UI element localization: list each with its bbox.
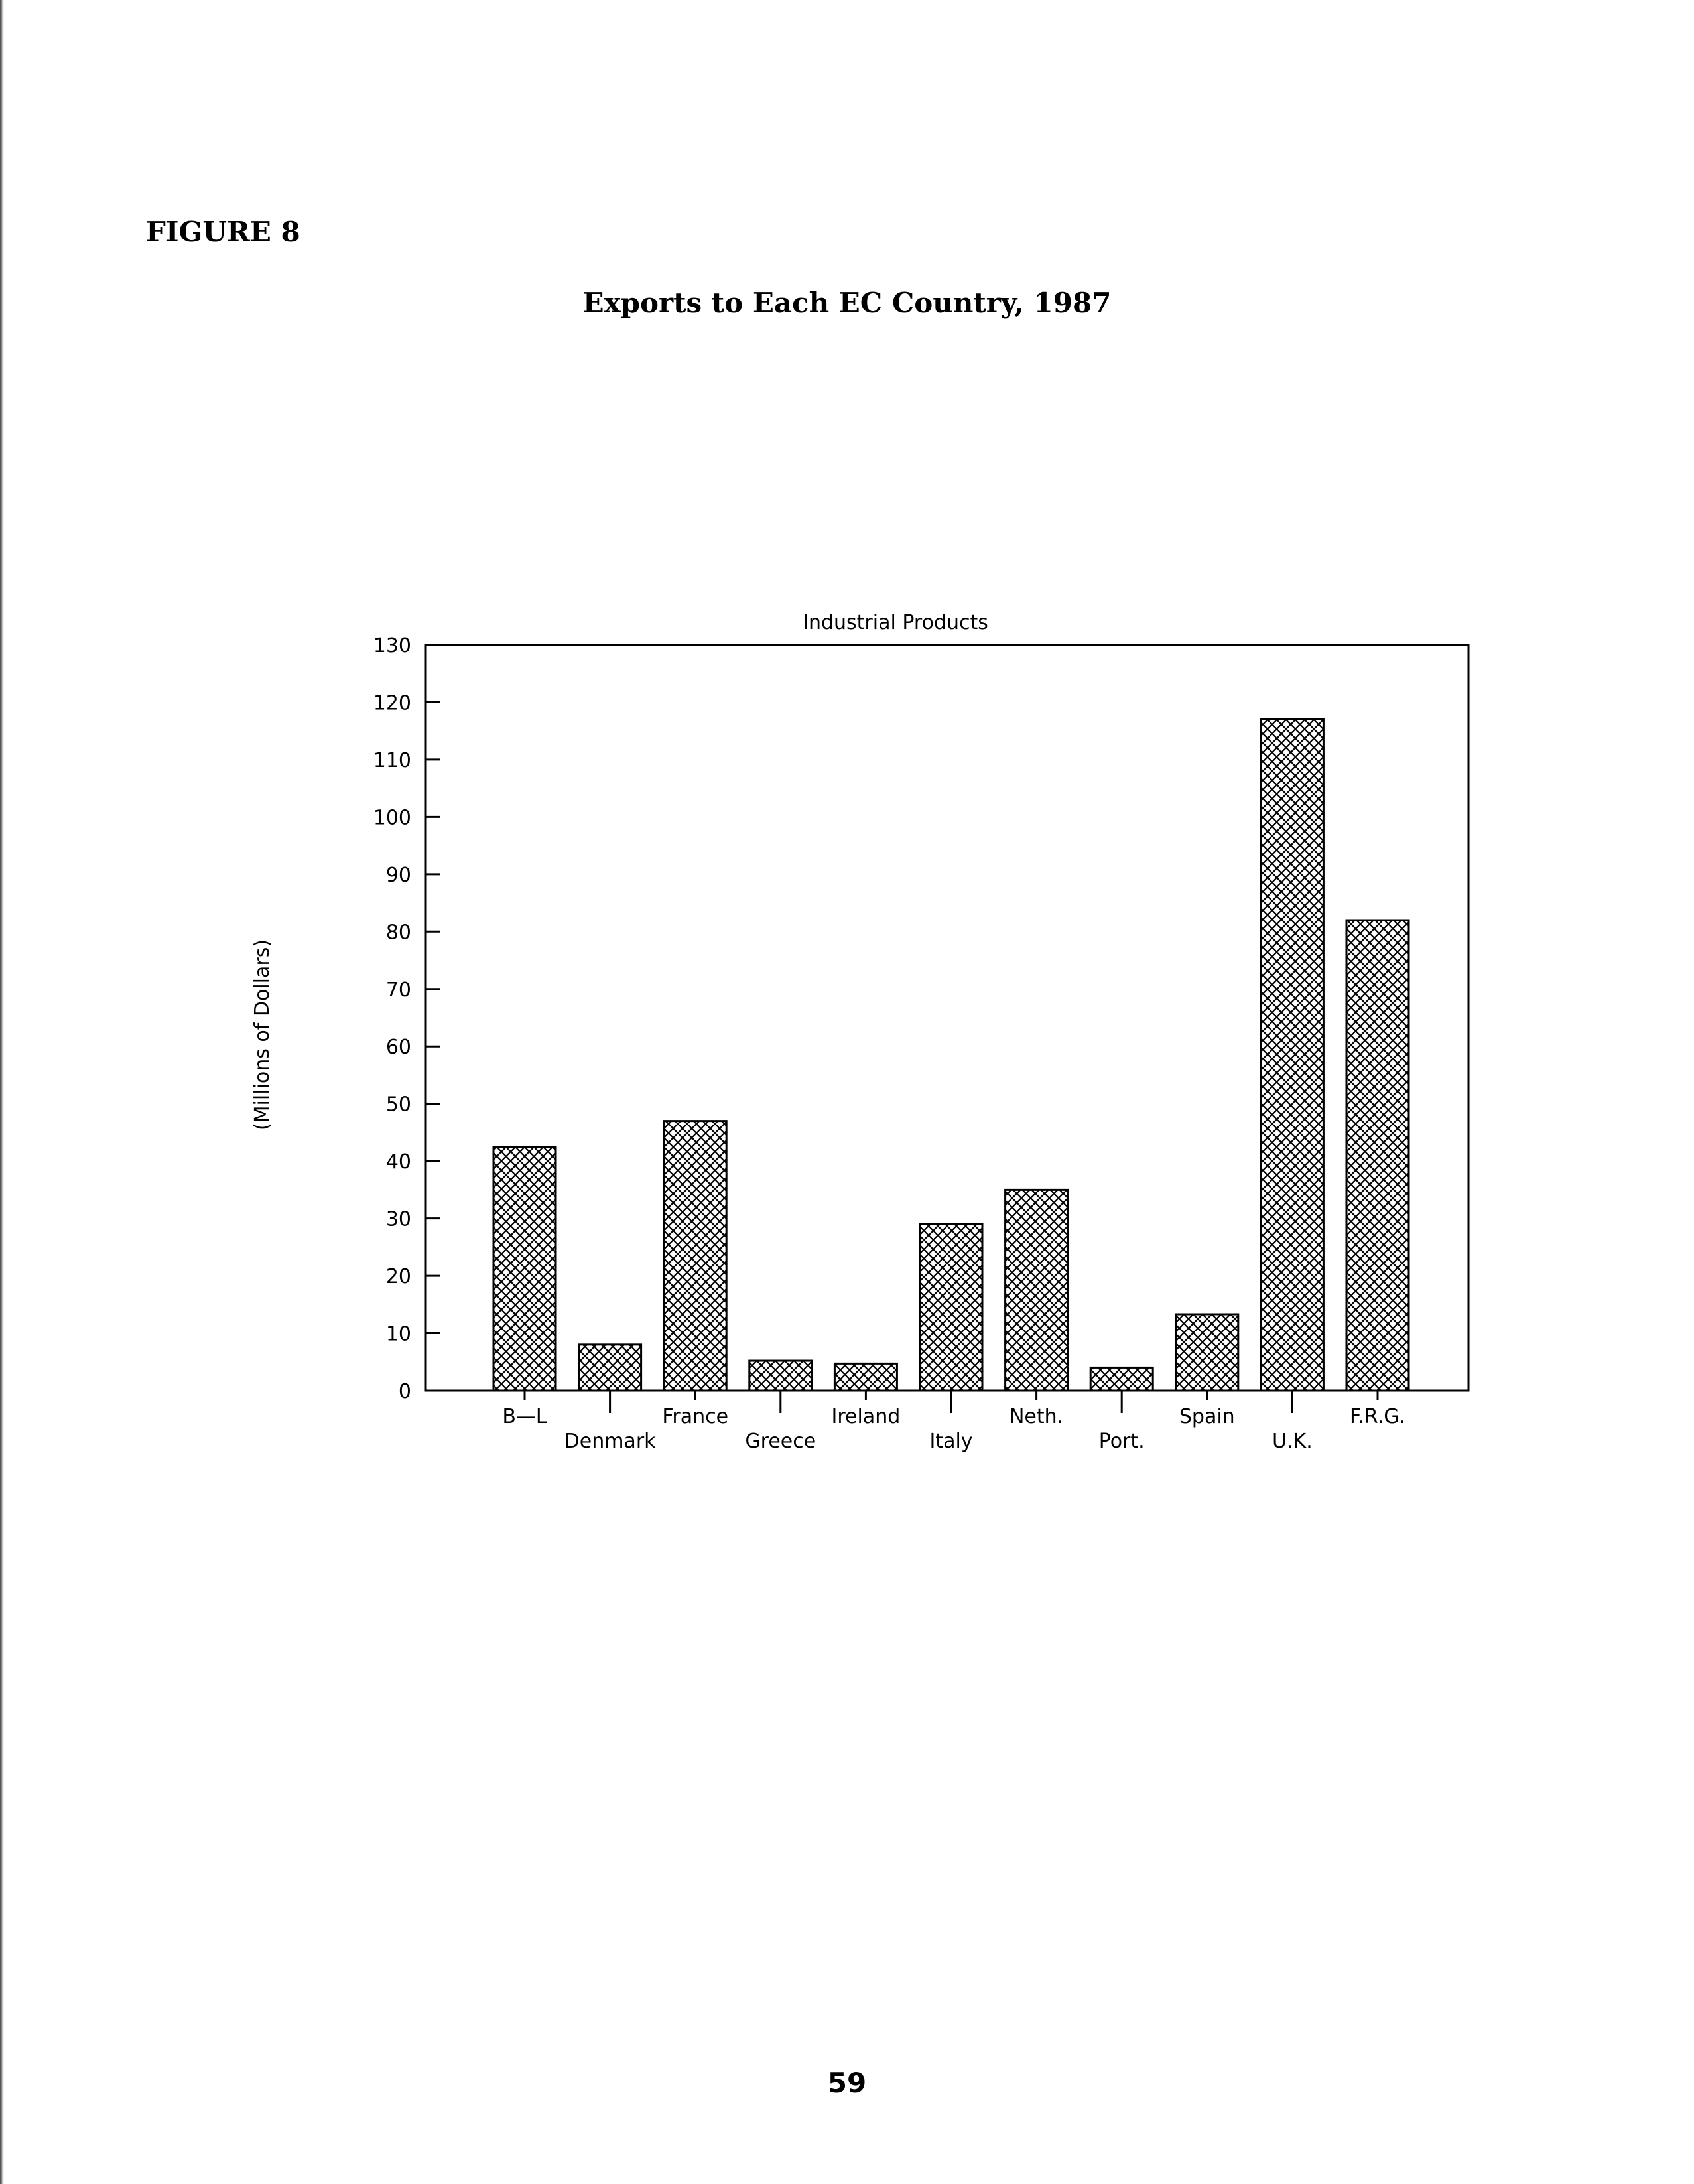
bar [493,1147,556,1391]
x-tick-label: Italy [929,1430,973,1453]
x-tick-label: Port. [1098,1430,1145,1453]
page-number: 59 [827,2067,867,2099]
x-tick-label: France [662,1405,729,1428]
y-axis-label: (Millions of Dollars) [251,939,274,1131]
bar [664,1121,726,1391]
x-tick-label: Greece [745,1430,816,1453]
y-tick-label: 80 [385,921,411,945]
bar [1090,1367,1153,1391]
x-tick-label: Neth. [1009,1405,1064,1428]
chart-title: Industrial Products [803,611,988,634]
bar [920,1224,982,1391]
x-axis-ticks [502,1391,1405,1453]
bar [579,1345,641,1391]
y-tick-label: 70 [385,978,411,1002]
x-tick-label: F.R.G. [1349,1405,1406,1428]
x-tick-label: B—L [502,1405,547,1428]
x-tick-label: Spain [1179,1405,1235,1428]
figure-title: Exports to Each EC Country, 1987 [582,287,1112,319]
bar [1176,1314,1238,1391]
bar [749,1361,812,1391]
y-tick-label: 100 [373,806,411,830]
y-tick-label: 30 [385,1207,411,1231]
bar [1006,1190,1068,1391]
x-tick-label: Denmark [564,1430,656,1453]
bars [493,719,1409,1391]
y-tick-label: 20 [385,1265,411,1289]
y-tick-label: 10 [385,1322,411,1346]
x-tick-label: Ireland [831,1405,901,1428]
y-tick-label: 130 [373,634,411,657]
y-tick-label: 50 [385,1093,411,1117]
y-tick-label: 0 [398,1380,411,1403]
bar [1261,719,1323,1391]
bar [834,1363,897,1391]
y-tick-label: 120 [373,691,411,715]
y-tick-label: 40 [385,1150,411,1174]
bar [1346,920,1409,1391]
y-tick-label: 60 [385,1036,411,1059]
y-tick-label: 110 [373,748,411,772]
y-tick-label: 90 [385,863,411,887]
x-tick-label: U.K. [1272,1430,1313,1453]
y-axis-ticks [373,634,440,1403]
figure-label: FIGURE 8 [146,216,300,248]
